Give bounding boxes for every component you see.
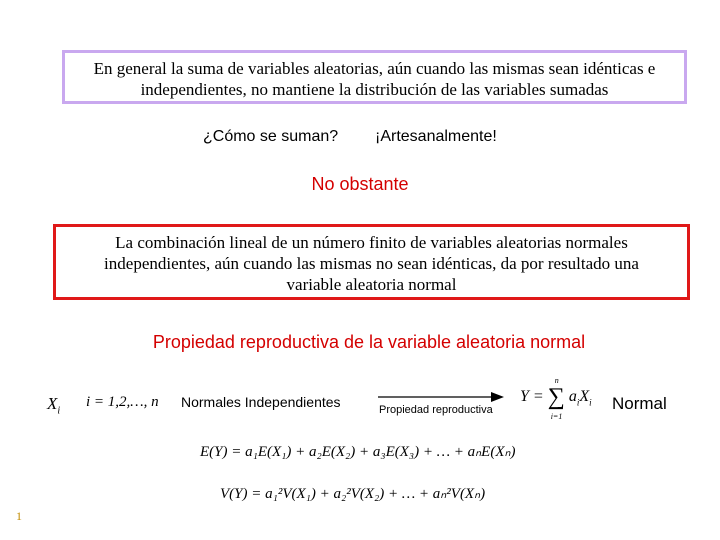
expectation-equation: E(Y) = a₁E(X₁) + a₂E(X₂) + a₃E(X₃) + … + aₙE(Xₙ) (200, 444, 516, 460)
sum-lower-limit: i=1 (550, 412, 563, 421)
independent-label: Normales Independientes (181, 394, 341, 410)
sum-variable: X (579, 388, 590, 406)
property-title: Propiedad reproductiva de la variable aleatoria normal (152, 332, 586, 352)
answer-text: ¡Artesanalmente! (375, 128, 497, 145)
arrow-label: Propiedad reproductiva (379, 404, 493, 416)
sum-coefficient: a (568, 388, 577, 406)
index-range: i = 1,2,…, n (86, 394, 159, 410)
normal-result: Normal (612, 394, 667, 413)
sum-lhs: Y = (520, 388, 548, 406)
theorem-line-1: La combinación lineal de un número finito de variables aleatorias normales (115, 233, 628, 252)
intro-line-1: En general la suma de variables aleatorias, aún cuando las mismas sean idénticas e (93, 59, 656, 78)
question-text: ¿Cómo se suman? (203, 128, 339, 145)
theorem-box (53, 224, 690, 300)
arrow-icon (378, 392, 504, 402)
sum-coef-sub: i (576, 397, 580, 408)
intro-box (62, 50, 687, 104)
variance-equation: V(Y) = a₁²V(X₁) + a₂²V(X₂) + … + aₙ²V(Xₙ) (220, 486, 486, 502)
xi-symbol (47, 394, 60, 416)
no-obstante-text: No obstante (311, 174, 409, 194)
xi-letter: X (47, 394, 58, 413)
sum-var-sub: i (589, 397, 592, 408)
intro-line-2: independientes, no mantiene la distribución de las variables sumadas (140, 80, 609, 99)
sum-upper-limit: n (554, 376, 559, 385)
page-number: 1 (16, 509, 22, 523)
theorem-line-2: independientes, aún cuando las mismas no sean idénticas, da por resultado una (104, 254, 639, 273)
theorem-line-3: variable aleatoria normal (286, 275, 457, 294)
sum-formula (520, 376, 592, 421)
sigma-icon: ∑ n i=1 (547, 376, 565, 421)
xi-subscript: i (57, 405, 61, 417)
